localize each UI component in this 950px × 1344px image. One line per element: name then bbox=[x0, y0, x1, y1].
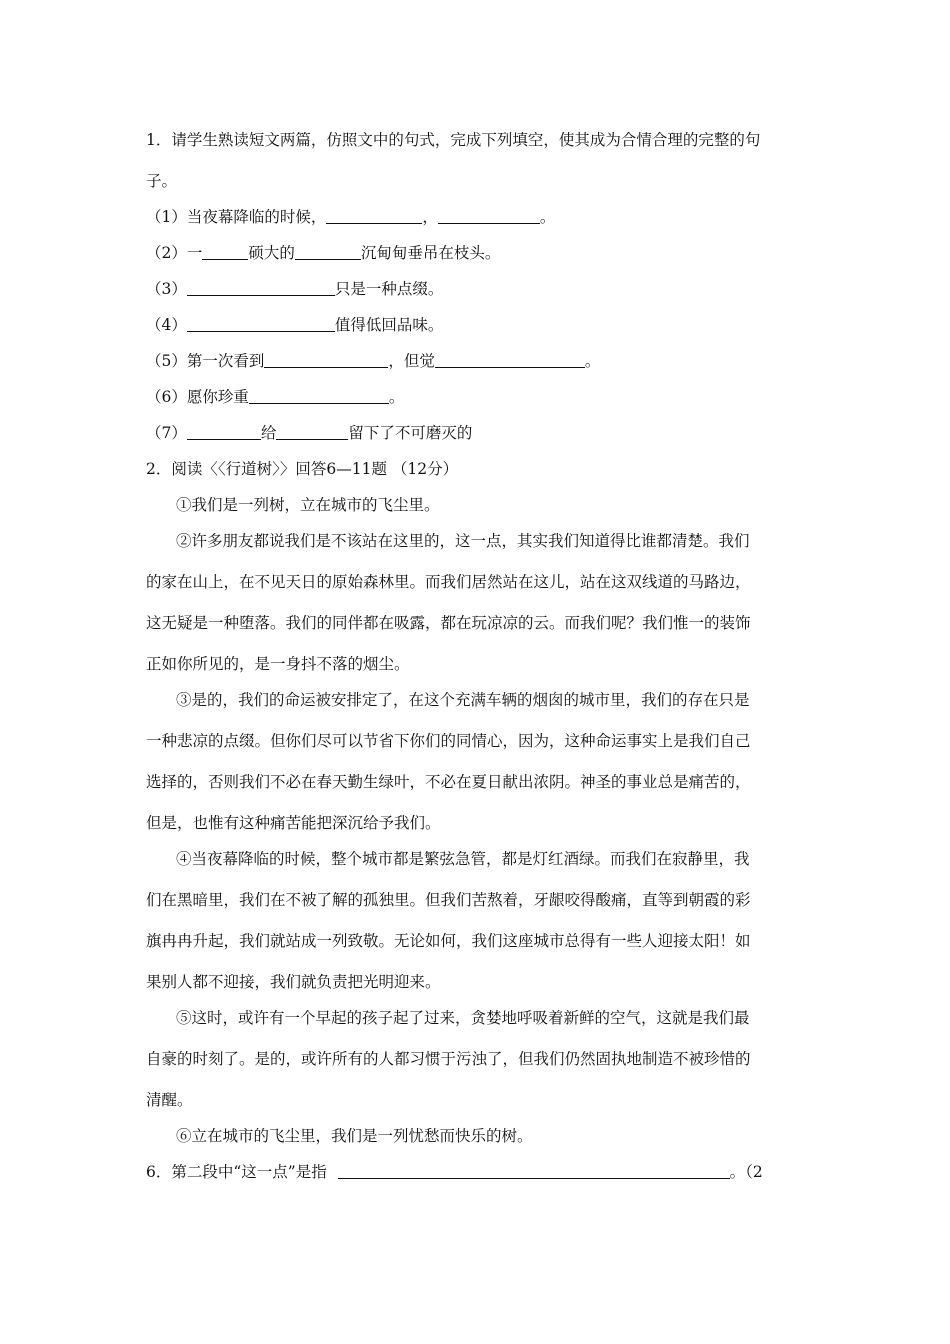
paragraph-4-line: 果别人都不迎接，我们就负责把光明迎来。 bbox=[146, 973, 441, 991]
q1-item-6: （6）愿你珍重 。 bbox=[146, 388, 405, 406]
paragraph-4-line: 旗冉冉升起，我们就站成一列致敬。无论如何，我们这座城市总得有一些人迎接太阳！如 bbox=[146, 932, 751, 950]
paragraph-3-line: 选择的，否则我们不必在春天勤生绿叶，不必在夏日献出浓阴。神圣的事业总是痛苦的， bbox=[146, 773, 751, 791]
paragraph-4-line: 们在黑暗里，我们在不被了解的孤独里。但我们苦熬着，牙龈咬得酸痛，直等到朝霞的彩 bbox=[146, 891, 751, 909]
paragraph-2-line: ②许多朋友都说我们是不该站在这里的，这一点，其实我们知道得比谁都清楚。我们 bbox=[176, 532, 750, 550]
q6-line: 6．第二段中“这一点”是指 。（2 bbox=[146, 1163, 763, 1181]
blank-field[interactable] bbox=[438, 208, 540, 225]
q1-stem-line2: 子。 bbox=[146, 172, 178, 190]
paragraph-6: ⑥立在城市的飞尘里，我们是一列忧愁而快乐的树。 bbox=[176, 1127, 533, 1145]
q1-item-7: （7） 给 留下了不可磨灭的 bbox=[146, 424, 473, 442]
blank-field[interactable] bbox=[276, 424, 348, 441]
paragraph-2-line: 的家在山上，在不见天日的原始森林里。而我们居然站在这儿，站在这双线道的马路边， bbox=[146, 573, 751, 591]
q1-item-5: （5）第一次看到 ，但觉 。 bbox=[146, 352, 601, 370]
blank-field[interactable] bbox=[249, 388, 389, 405]
blank-field[interactable] bbox=[187, 424, 261, 441]
paragraph-3-line: ③是的，我们的命运被安排定了，在这个充满车辆的烟囱的城市里，我们的存在只是 bbox=[176, 691, 750, 709]
blank-field[interactable] bbox=[435, 352, 585, 369]
paragraph-5-line: ⑤这时，或许有一个早起的孩子起了过来，贪婪地呼吸着新鲜的空气，这就是我们最 bbox=[176, 1009, 750, 1027]
paragraph-5-line: 自豪的时刻了。是的，或许所有的人都习惯于污浊了，但我们仍然固执地制造不被珍惜的 bbox=[146, 1050, 751, 1068]
paragraph-3-line: 但是，也惟有这种痛苦能把深沉给予我们。 bbox=[146, 814, 441, 832]
answer-blank[interactable] bbox=[338, 1163, 730, 1180]
paragraph-3-line: 一种悲凉的点缀。但你们尽可以节省下你们的同情心，因为，这种命运事实上是我们自己 bbox=[146, 732, 751, 750]
q1-item-3: （3） 只是一种点缀。 bbox=[146, 280, 444, 298]
blank-field[interactable] bbox=[295, 244, 361, 261]
q1-item-2: （2）一 硕大的 沉甸甸垂吊在枝头。 bbox=[146, 244, 501, 262]
blank-field[interactable] bbox=[187, 316, 335, 333]
blank-field[interactable] bbox=[202, 244, 248, 261]
q1-item-1: （1）当夜幕降临的时候， ， 。 bbox=[146, 208, 556, 226]
blank-field[interactable] bbox=[264, 352, 388, 369]
q1-item-4: （4） 值得低回品味。 bbox=[146, 316, 444, 334]
paragraph-2-line: 正如你所见的，是一身抖不落的烟尘。 bbox=[146, 655, 410, 673]
q1-stem-line1: 1．请学生熟读短文两篇，仿照文中的句式，完成下列填空，使其成为合情合理的完整的句 bbox=[146, 131, 761, 149]
paragraph-4-line: ④当夜幕降临的时候，整个城市都是繁弦急管，都是灯红酒绿。而我们在寂静里，我 bbox=[176, 850, 750, 868]
q2-heading: 2．阅读〈〈行道树〉〉回答6—11题 （12分） bbox=[146, 460, 459, 478]
paragraph-2-line: 这无疑是一种堕落。我们的同伴都在吸露，都在玩凉凉的云。而我们呢？我们惟一的装饰 bbox=[146, 614, 751, 632]
paragraph-5-line: 清醒。 bbox=[146, 1091, 193, 1109]
blank-field[interactable] bbox=[326, 208, 422, 225]
paragraph-1: ①我们是一列树，立在城市的飞尘里。 bbox=[176, 496, 440, 514]
blank-field[interactable] bbox=[187, 280, 335, 297]
